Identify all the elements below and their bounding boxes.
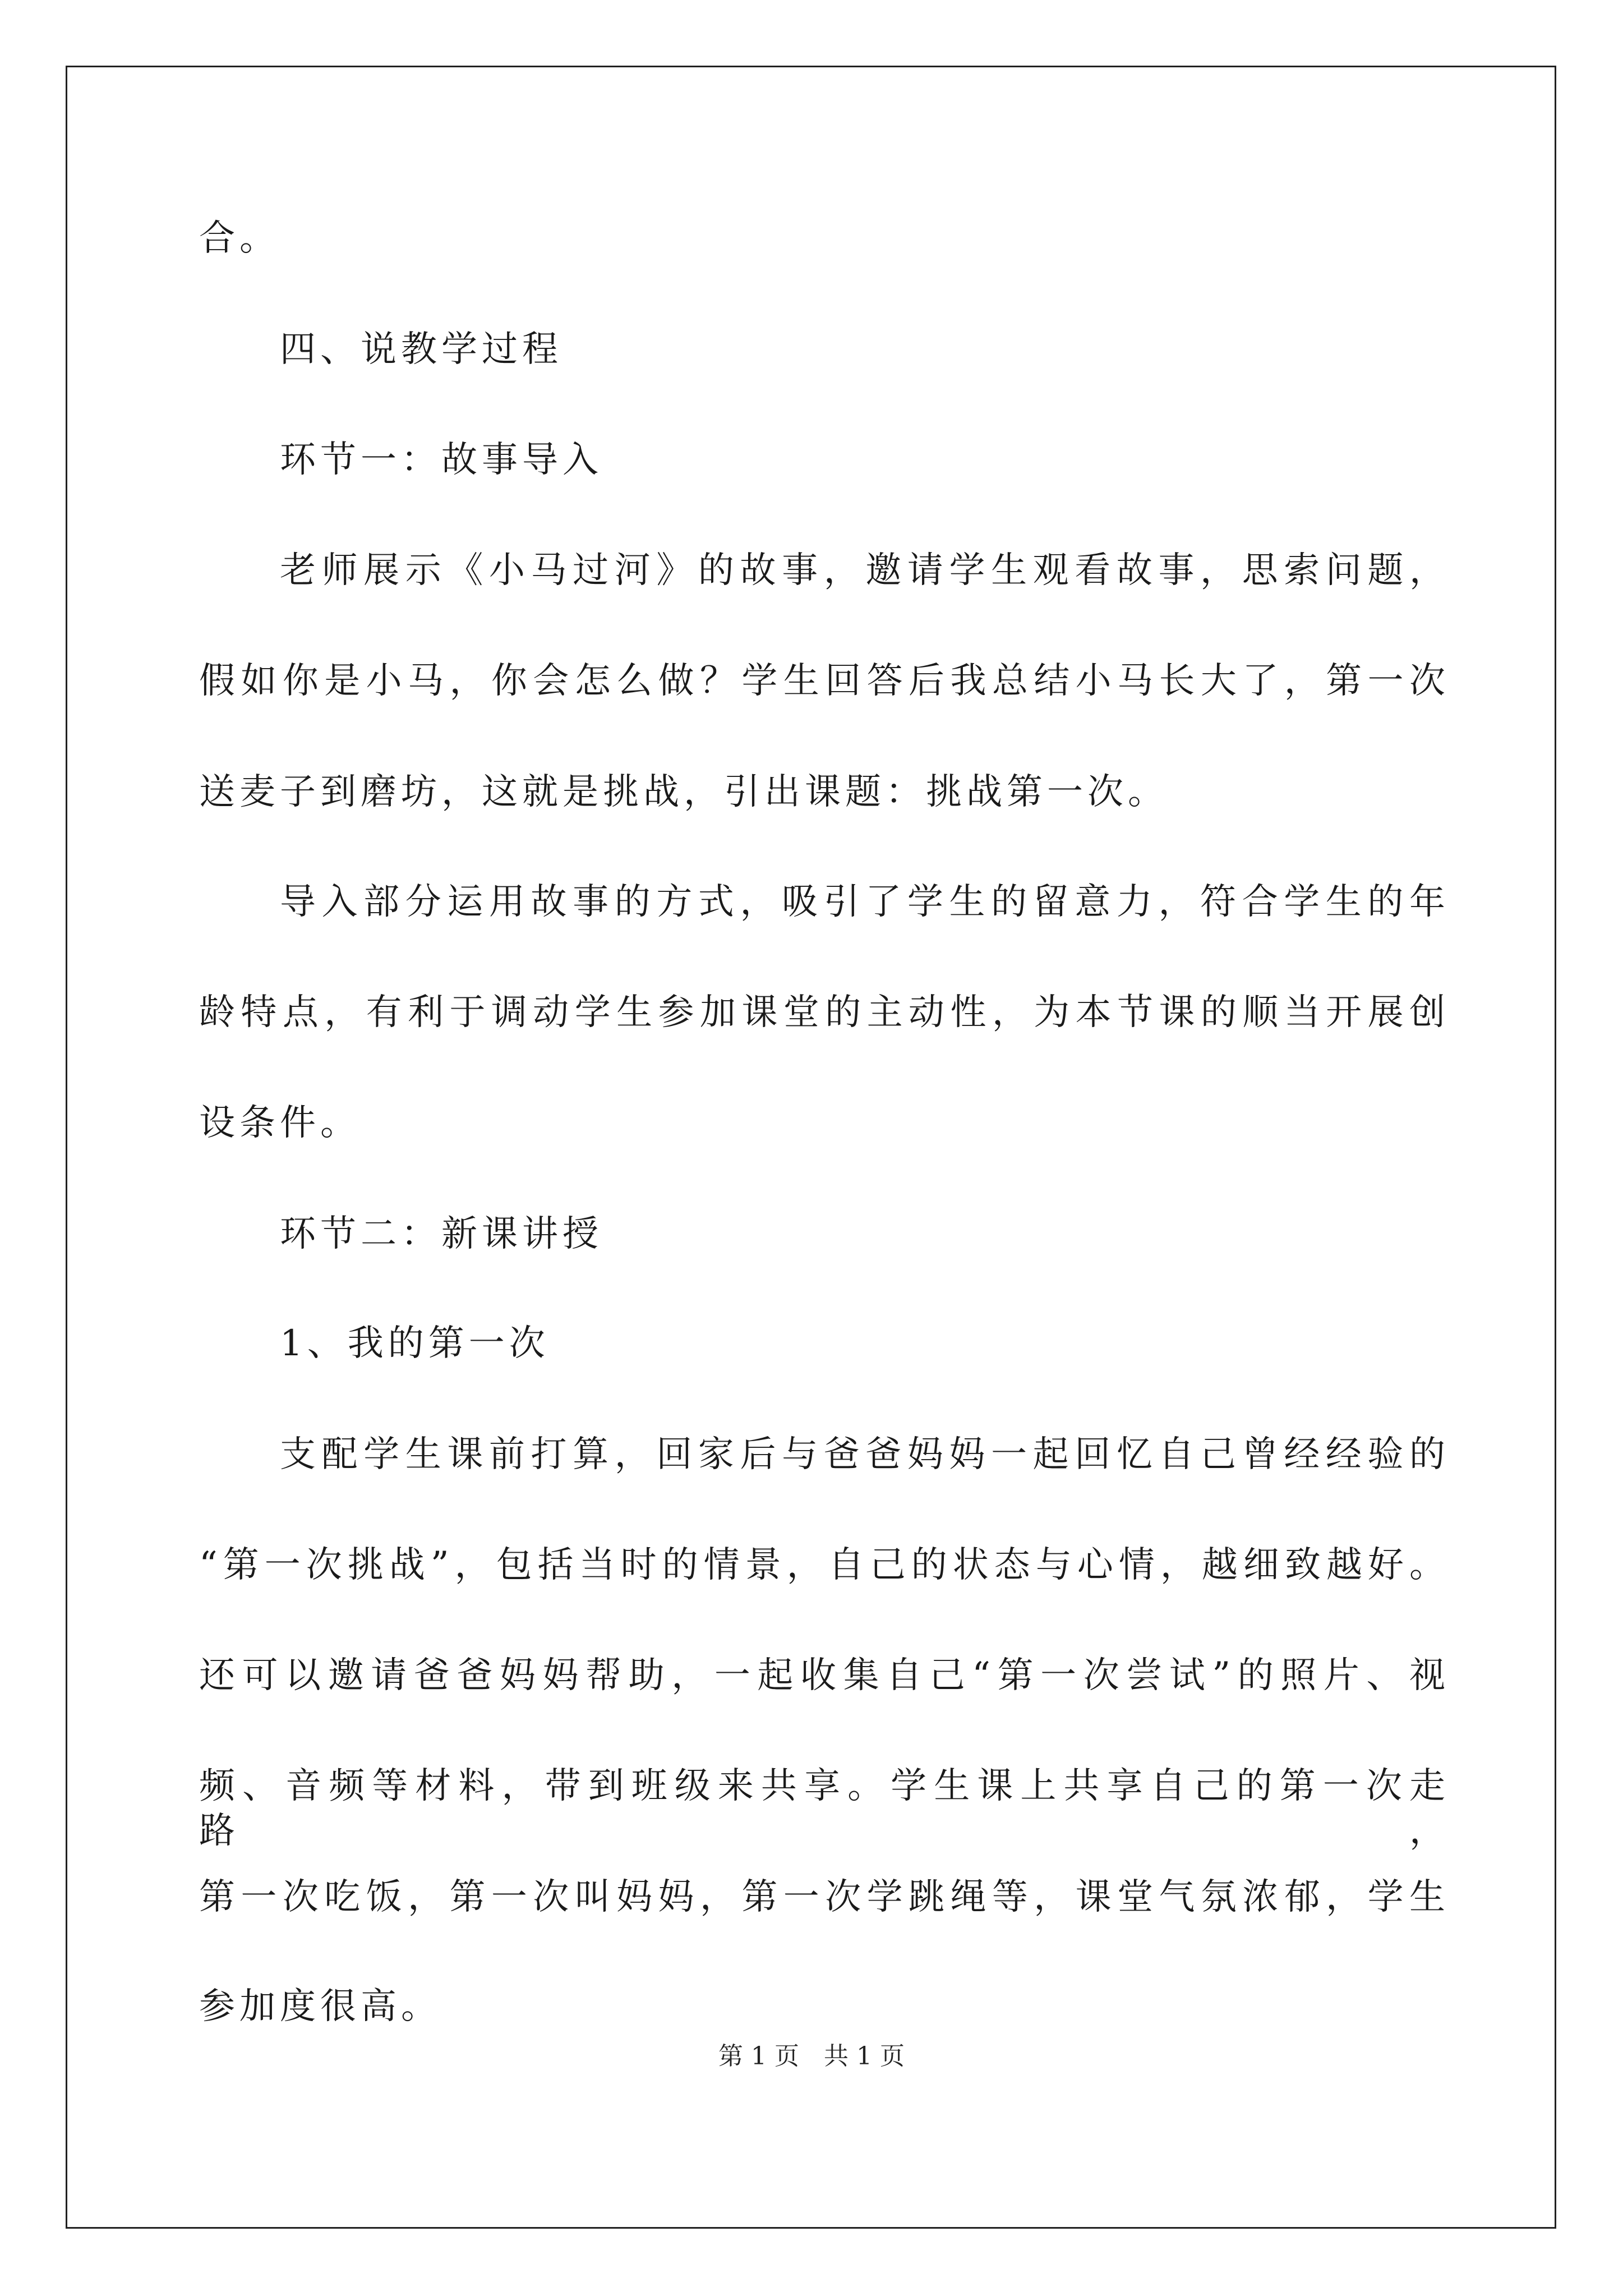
- text-line: 第一次吃饭，第一次叫妈妈，第一次学跳绳等，课堂气氛浓郁，学生: [199, 1876, 1450, 1918]
- text-line: 龄特点，有利于调动学生参加课堂的主动性，为本节课的顺当开展创: [199, 992, 1450, 1033]
- page-number: 第 1 页: [718, 2042, 799, 2070]
- text-line: 设条件。: [199, 1102, 361, 1144]
- text-line: 支配学生课前打算，回家后与爸爸妈妈一起回忆自己曾经经验的: [280, 1434, 1450, 1475]
- text-line: 假如你是小马，你会怎么做？学生回答后我总结小马长大了，第一次: [199, 660, 1450, 702]
- list-heading: 1、我的第一次: [280, 1323, 550, 1364]
- text-line: 合。: [199, 218, 280, 259]
- text-line: 频、音频等材料，带到班级来共享。学生课上共享自己的第一次走路，: [199, 1765, 1450, 1852]
- page-total: 共 1 页: [824, 2042, 905, 2070]
- text-line: 老师展示《小马过河》的故事，邀请学生观看故事，思索问题，: [280, 550, 1450, 591]
- section-heading: 四、说教学过程: [280, 329, 562, 370]
- text-line: 还可以邀请爸爸妈妈帮助，一起收集自己“第一次尝试”的照片、视: [199, 1655, 1450, 1696]
- text-line: “第一次挑战”，包括当时的情景，自己的状态与心情，越细致越好。: [199, 1544, 1450, 1586]
- text-line: 导入部分运用故事的方式，吸引了学生的留意力，符合学生的年: [280, 881, 1450, 923]
- subsection-heading: 环节一：故事导入: [280, 439, 603, 481]
- text-line: 送麦子到磨坊，这就是挑战，引出课题：挑战第一次。: [199, 771, 1168, 813]
- subsection-heading: 环节二：新课讲授: [280, 1213, 603, 1255]
- page-footer: [0, 2041, 1623, 2072]
- text-line: 参加度很高。: [199, 1986, 441, 2027]
